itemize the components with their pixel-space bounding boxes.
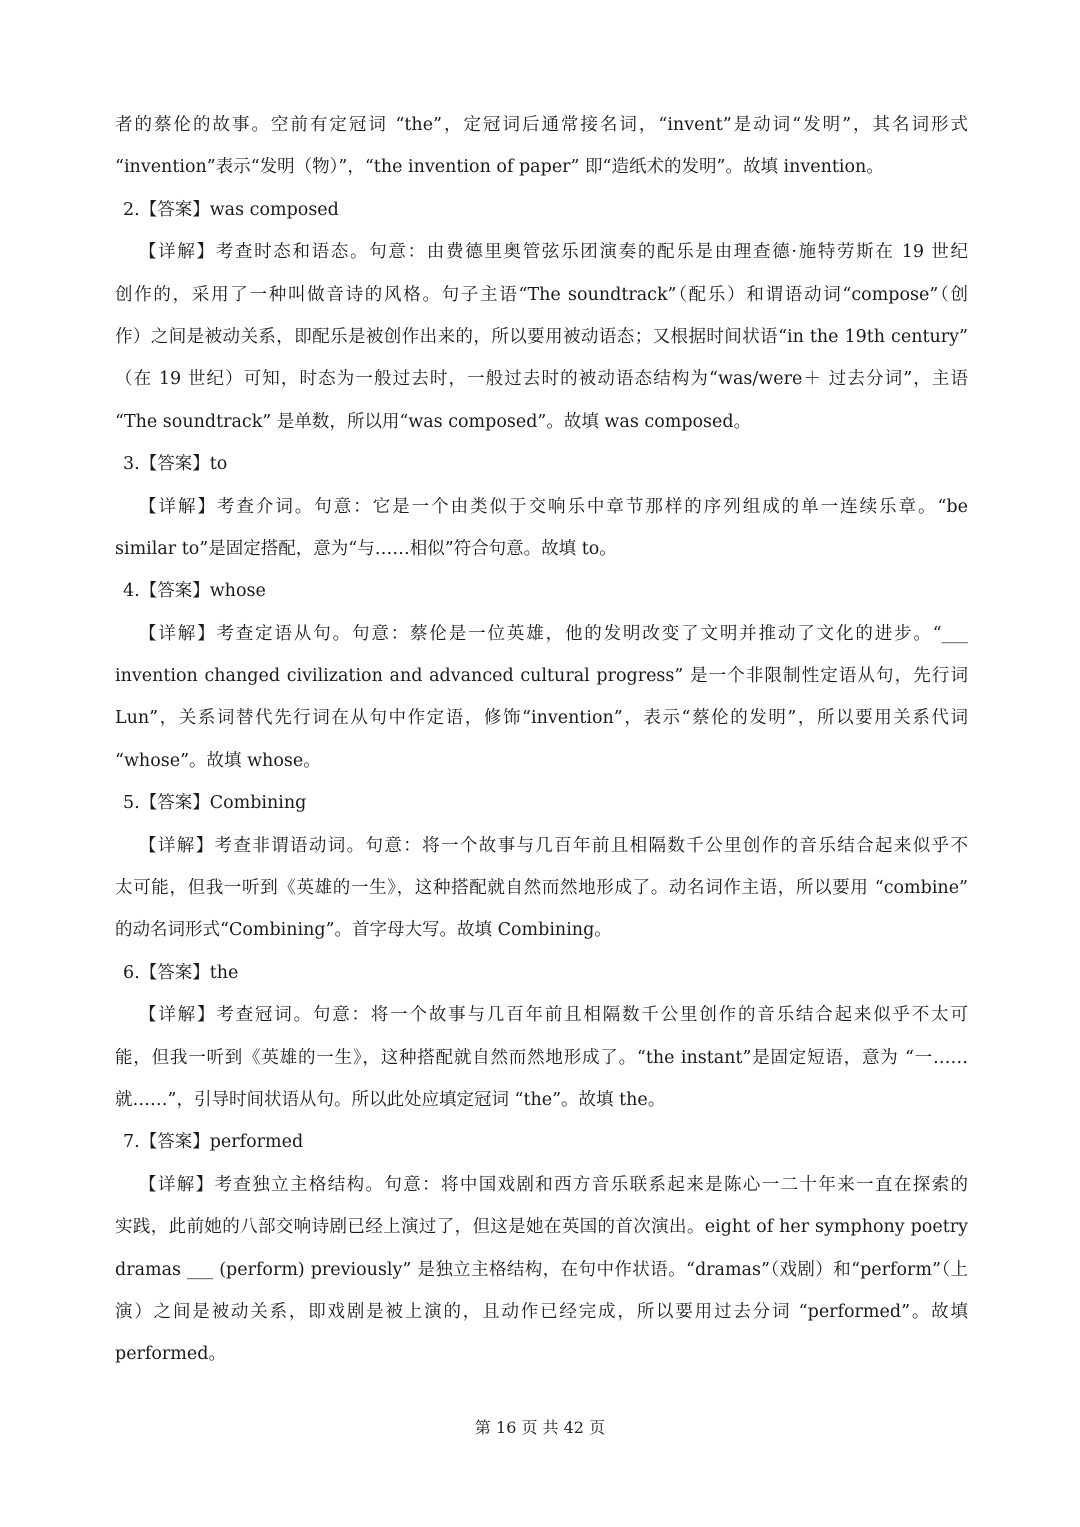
detail-line: Lun”，关系词替代先行词在从句中作定语，修饰“invention”，表示“蔡伦的发明”，所以要用关系代词 (115, 708, 968, 729)
detail-line: 【详解】考查定语从句。句意：蔡伦是一位英雄，他的发明改变了文明并推动了文化的进步。“___ (139, 623, 968, 644)
detail-line: invention changed civilization and advanced cultural progress” 是一个非限制性定语从句，先行词 (115, 666, 968, 687)
detail-line: dramas ___ (perform) previously” 是独立主格结构，在句中作状语。“dramas”（戏剧）和“perform”（上 (115, 1259, 968, 1280)
detail-line: 作）之间是被动关系，即配乐是被创作出来的，所以要用被动语态；又根据时间状语“in the 19th century” (115, 326, 968, 347)
detail-line: （在 19 世纪）可知，时态为一般过去时，一般过去时的被动语态结构为“was/were＋ 过去分词”，主语 (115, 369, 968, 390)
detail-line: “The soundtrack” 是单数，所以用“was composed”。故填 was composed。 (115, 411, 752, 432)
answer-line: 2.【答案】was composed (123, 199, 339, 220)
detail-line: “whose”。故填 whose。 (115, 750, 321, 771)
detail-line: 的动名词形式“Combining”。首字母大写。故填 Combining。 (115, 920, 612, 941)
detail-line: 【详解】考查非谓语动词。句意：将一个故事与几百年前且相隔数千公里创作的音乐结合起来似乎不 (139, 835, 968, 856)
page-footer: 第 16 页 共 42 页 (474, 1418, 606, 1437)
detail-line: performed。 (115, 1344, 226, 1365)
answer-line: 7.【答案】performed (123, 1132, 304, 1153)
text-line: “invention”表示“发明（物）”，“the invention of paper” 即“造纸术的发明”。故填 invention。 (115, 157, 884, 178)
detail-line: 【详解】考查介词。句意：它是一个由类似于交响乐中章节那样的序列组成的单一连续乐章。“be (139, 496, 968, 517)
detail-line: 演）之间是被动关系，即戏剧是被上演的，且动作已经完成，所以要用过去分词 “performed”。故填 (115, 1301, 968, 1322)
detail-line: 就……”，引导时间状语从句。所以此处应填定冠词 “the”。故填 the。 (115, 1089, 666, 1110)
text-line: 者的蔡伦的故事。空前有定冠词 “the”，定冠词后通常接名词，“invent”是动词“发明”，其名词形式 (115, 115, 968, 135)
detail-line: 实践，此前她的八部交响诗剧已经上演过了，但这是她在英国的首次演出。eight of her symphony poetry (115, 1217, 968, 1238)
detail-line: 创作的，采用了一种叫做音诗的风格。句子主语“The soundtrack”（配乐）和谓语动词“compose”（创 (115, 284, 968, 305)
detail-line: 太可能，但我一听到《英雄的一生》，这种搭配就自然而然地形成了。动名词作主语，所以要用 “combine” (115, 878, 968, 899)
document-body (115, 104, 968, 1376)
detail-line: 【详解】考查时态和语态。句意：由费德里奥管弦乐团演奏的配乐是由理查德·施特劳斯在 19 世纪 (139, 242, 968, 263)
detail-line: 【详解】考查冠词。句意：将一个故事与几百年前且相隔数千公里创作的音乐结合起来似乎不太可 (139, 1005, 968, 1026)
detail-line: 【详解】考查独立主格结构。句意：将中国戏剧和西方音乐联系起来是陈心一二十年来一直在探索的 (139, 1174, 968, 1195)
answer-line: 3.【答案】to (123, 454, 228, 475)
detail-line: 能，但我一听到《英雄的一生》，这种搭配就自然而然地形成了。“the instant”是固定短语，意为 “一…… (115, 1047, 968, 1068)
answer-line: 6.【答案】the (123, 962, 239, 983)
answer-line: 5.【答案】Combining (123, 793, 307, 814)
detail-line: similar to”是固定搭配，意为“与……相似”符合句意。故填 to。 (115, 538, 617, 559)
answer-line: 4.【答案】whose (123, 581, 266, 602)
